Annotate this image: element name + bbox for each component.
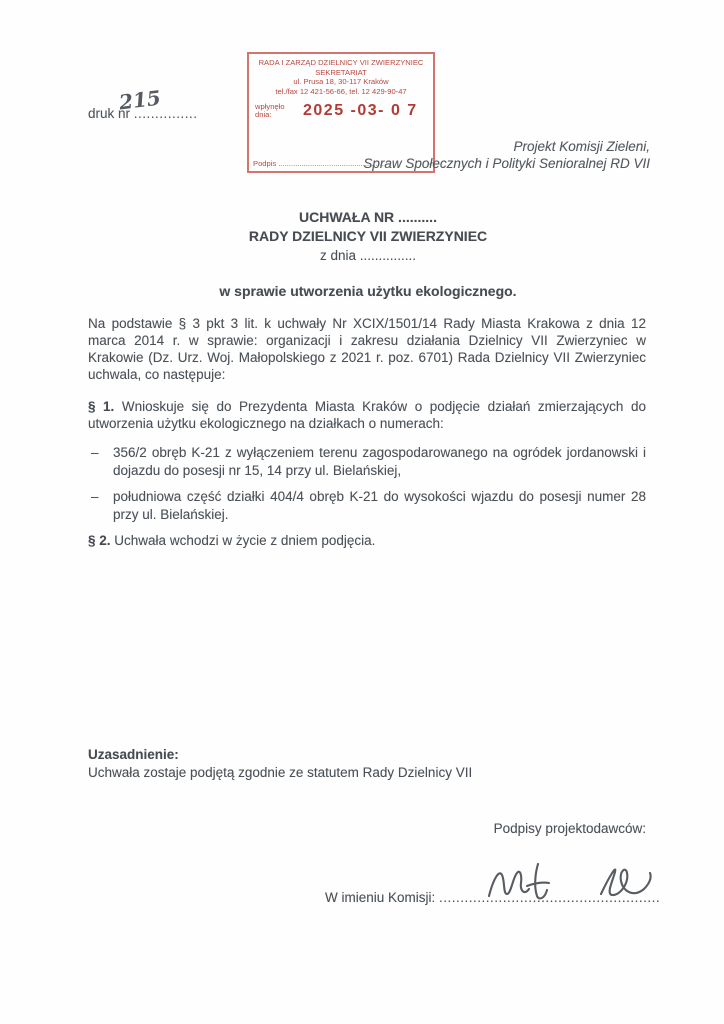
resolution-title-block <box>88 208 648 265</box>
resolution-date-line: z dnia ............... <box>319 248 417 263</box>
legal-basis-paragraph: Na podstawie § 3 pkt 3 lit. k uchwały Nr XCIX/1501/14 Rady Miasta Krakowa z dnia 12 marca 2014 r. w sprawie: organizacji i zakresu działania Dzielnicy VII Zwierzyniec w Krakowie (Dz. Urz. Woj. Małopolskiego z 2021 r. poz. 6701) Rada Dzielnicy VII Zwierzyniec uchwala, co następuje: <box>88 316 646 382</box>
stamp-organization-line: RADA I ZARZĄD DZIELNICY VII ZWIERZYNIEC <box>258 58 424 67</box>
justification-heading: Uzasadnienie: <box>88 747 179 762</box>
committee-signature-line <box>325 890 660 905</box>
paragraph-2-label: § 2. <box>88 533 111 548</box>
list-item-dash: – <box>91 489 99 504</box>
list-item-text: 356/2 obręb K-21 z wyłączeniem terenu zagospodarowanego na ogródek jordanowski i dojazdu do posesji nr 15, 14 przy ul. Bielańskiej, <box>113 445 646 478</box>
list-item-text: południowa część działki 404/4 obręb K-21 do wysokości wjazdu do posesji numer 28 przy ul. Bielańskiej. <box>113 489 646 522</box>
paragraph-1-text: Wnioskuje się do Prezydenta Miasta Kraków o podjęcie działań zmierzających do utworzenia użytku ekologicznego na działkach o numerach: <box>88 399 646 431</box>
justification-section <box>88 746 646 781</box>
paragraph-2-text: Uchwała wchodzi w życie z dniem podjęcia. <box>114 533 376 548</box>
paragraph-1 <box>88 398 646 432</box>
stamp-received-row <box>255 102 429 120</box>
druk-nr-dotted-line: ............... <box>133 106 198 121</box>
list-item-dash: – <box>91 445 99 460</box>
stamp-received-date: 2025 -03- 0 7 <box>303 102 418 119</box>
committee-label: W imieniu Komisji: <box>325 890 436 905</box>
stamp-secretariat-line: SEKRETARIAT <box>315 67 367 77</box>
stamp-podpis-dots: .................................................. <box>278 159 384 168</box>
stamp-address-line: ul. Prusa 18, 30-117 Kraków <box>293 77 389 86</box>
project-attribution-line1: Projekt Komisji Zieleni, <box>513 139 650 154</box>
plot-list <box>88 444 646 532</box>
druk-nr-label: druk nr <box>88 106 131 121</box>
resolution-number-line: UCHWAŁA NR .......... <box>299 209 437 225</box>
list-item <box>88 488 646 523</box>
handwritten-signature <box>483 856 668 911</box>
stamp-received-label: wpłynęło dnia: <box>255 101 285 119</box>
justification-text: Uchwała zostaje podjętą zgodnie ze statutem Rady Dzielnicy VII <box>88 764 473 780</box>
stamp-phone-line: tel./fax 12 421-56-66, tel. 12 429-90-47 <box>275 86 407 96</box>
committee-dotted-line: .................................................... <box>439 890 661 905</box>
project-attribution-line2: Spraw Społecznych i Polityki Senioralnej RD VII <box>363 155 650 171</box>
paragraph-1-label: § 1. <box>88 399 115 414</box>
paragraph-2 <box>88 532 646 549</box>
resolution-subject: w sprawie utworzenia użytku ekologicznego. <box>219 283 517 299</box>
stamp-podpis-label: Podpis <box>253 159 277 168</box>
resolution-council-line: RADY DZIELNICY VII ZWIERZYNIEC <box>248 228 488 244</box>
project-attribution <box>363 139 650 172</box>
signatures-heading: Podpisy projektodawców: <box>493 821 646 836</box>
druk-nr-handwritten-value: 215 <box>117 85 163 115</box>
list-item <box>88 444 646 479</box>
